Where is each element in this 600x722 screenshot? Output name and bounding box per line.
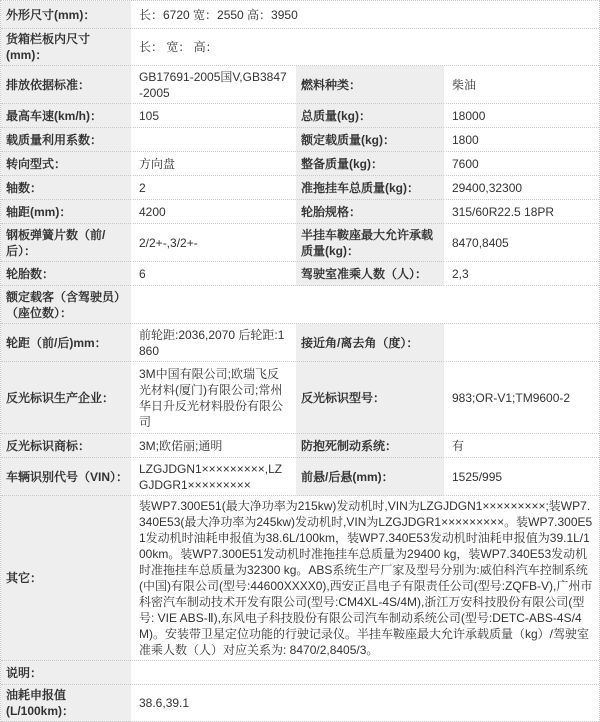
spec-label: 轮胎规格：: [294, 200, 444, 224]
spec-value: 1525/995: [444, 458, 599, 496]
table-row: [1, 496, 599, 661]
spec-label: 反光标识生产企业：: [1, 362, 131, 434]
spec-label: 轮距（前/后)mm：: [1, 324, 131, 362]
spec-label: 轴数：: [1, 176, 131, 200]
table-row: [1, 434, 599, 458]
table-row: [1, 66, 599, 104]
spec-value: 2/2+-,3/2+-: [131, 224, 294, 262]
vehicle-spec-table-body: [1, 1, 599, 722]
spec-value: 前轮距:2036,2070 后轮距:1860: [131, 324, 294, 362]
spec-value: 3M;欧偌丽;通明: [131, 434, 294, 458]
spec-value: GB17691-2005国V,GB3847-2005: [131, 66, 294, 104]
spec-label: 排放依据标准：: [1, 66, 131, 104]
spec-value: 18000: [444, 104, 599, 128]
table-row: [1, 224, 599, 262]
spec-label: 前悬/后悬(mm)：: [294, 458, 444, 496]
spec-value: 105: [131, 104, 294, 128]
table-row: [1, 286, 599, 324]
spec-label: 准拖挂车总质量(kg)：: [294, 176, 444, 200]
table-row: [1, 176, 599, 200]
spec-label: 额定载客（含驾驶员）（座位数）：: [1, 286, 131, 324]
table-row: [1, 1, 599, 29]
spec-label: 车辆识别代号（VIN）：: [1, 458, 131, 496]
table-row: [1, 458, 599, 496]
spec-label: 最高车速(km/h)：: [1, 104, 131, 128]
spec-value: 长： 宽： 高：: [131, 29, 599, 66]
spec-label: 燃料种类：: [294, 66, 444, 104]
spec-label: 外形尺寸(mm)：: [1, 1, 131, 29]
spec-label: 防抱死制动系统：: [294, 434, 444, 458]
spec-label: 货箱栏板内尺寸(mm)：: [1, 29, 131, 66]
spec-label: 载质量利用系数：: [1, 128, 131, 152]
table-row: [1, 685, 599, 722]
spec-value: 4200: [131, 200, 294, 224]
spec-value: 长：6720 宽：2550 高：3950: [131, 1, 599, 29]
spec-value: LZGJDGN1×××××××××,LZGJDGR1×××××××××: [131, 458, 294, 496]
spec-value: 2,3: [444, 262, 599, 286]
spec-value: 983;OR-V1;TM9600-2: [444, 362, 599, 434]
spec-value: 3M中国有限公司;欧瑞飞反光材料(厦门)有限公司;常州华日升反光材料股份有限公司: [131, 362, 294, 434]
spec-label: 轮胎数：: [1, 262, 131, 286]
table-row: [1, 362, 599, 434]
spec-label: 其它：: [1, 496, 131, 661]
spec-label: 驾驶室准乘人数（人）：: [294, 262, 444, 286]
spec-label: 轴距(mm)：: [1, 200, 131, 224]
table-row: [1, 152, 599, 176]
spec-value: 8470,8405: [444, 224, 599, 262]
spec-value: 29400,32300: [444, 176, 599, 200]
spec-value: 方向盘: [131, 152, 294, 176]
spec-value: 6: [131, 262, 294, 286]
spec-value: 装WP7.300E51(最大净功率为215kw)发动机时,VIN为LZGJDGN1×××××××××;装WP7.340E53(最大净功率为245kw)发动机时,VIN为LZGJDGR1×××××××××。装WP7.300E51发动机时油耗申报值为38.6L/100km，装WP7.340E53发动机时油耗申报值为39.1L/100km。装WP7.300E51发动机时准拖挂车总质量为29400 kg，装WP7.340E53发动机时准拖挂车总质量为32300 kg。ABS系统生产厂家及型号分别为:威伯科汽车控制系统(中国)有限公司(型号:44600XXXX0),西安正昌电子有限责任公司(型号:ZQFB-V),广州市科密汽车制动技术开发有限公司(型号:CM4XL-4S/4M),浙江万安科技股份有限公司(型号: VIE ABS-Ⅱ),东风电子科技股份有限公司汽车制动系统公司(型号:DETC-ABS-4S/4M)。安装带卫星定位功能的行驶记录仪。半挂车鞍座最大允许承载质量（kg）/驾驶室准乘人数（人）对应关系为: 8470/2,8405/3。: [131, 496, 599, 661]
spec-value: 柴油: [444, 66, 599, 104]
spec-label: 转向型式：: [1, 152, 131, 176]
table-row: [1, 104, 599, 128]
spec-value: [131, 661, 599, 685]
spec-value: [131, 286, 599, 324]
spec-label: 油耗申报值(L/100km)：: [1, 685, 131, 722]
table-row: [1, 29, 599, 66]
spec-value: [444, 324, 599, 362]
spec-value: [131, 128, 294, 152]
spec-label: 钢板弹簧片数（前/后）：: [1, 224, 131, 262]
spec-value: 38.6,39.1: [131, 685, 599, 722]
spec-label: 总质量(kg)：: [294, 104, 444, 128]
table-row: [1, 262, 599, 286]
spec-label: 反光标识商标：: [1, 434, 131, 458]
spec-label: 额定载质量(kg)：: [294, 128, 444, 152]
table-row: [1, 200, 599, 224]
table-row: [1, 324, 599, 362]
spec-label: 说明：: [1, 661, 131, 685]
spec-value: 7600: [444, 152, 599, 176]
spec-value: 1800: [444, 128, 599, 152]
spec-value: 315/60R22.5 18PR: [444, 200, 599, 224]
spec-label: 整备质量(kg)：: [294, 152, 444, 176]
spec-label: 反光标识型号：: [294, 362, 444, 434]
table-row: [1, 128, 599, 152]
spec-label: 接近角/离去角（度）：: [294, 324, 444, 362]
table-row: [1, 661, 599, 685]
spec-value: 2: [131, 176, 294, 200]
spec-label: 半挂车鞍座最大允许承载质量(kg)：: [294, 224, 444, 262]
spec-value: 有: [444, 434, 599, 458]
